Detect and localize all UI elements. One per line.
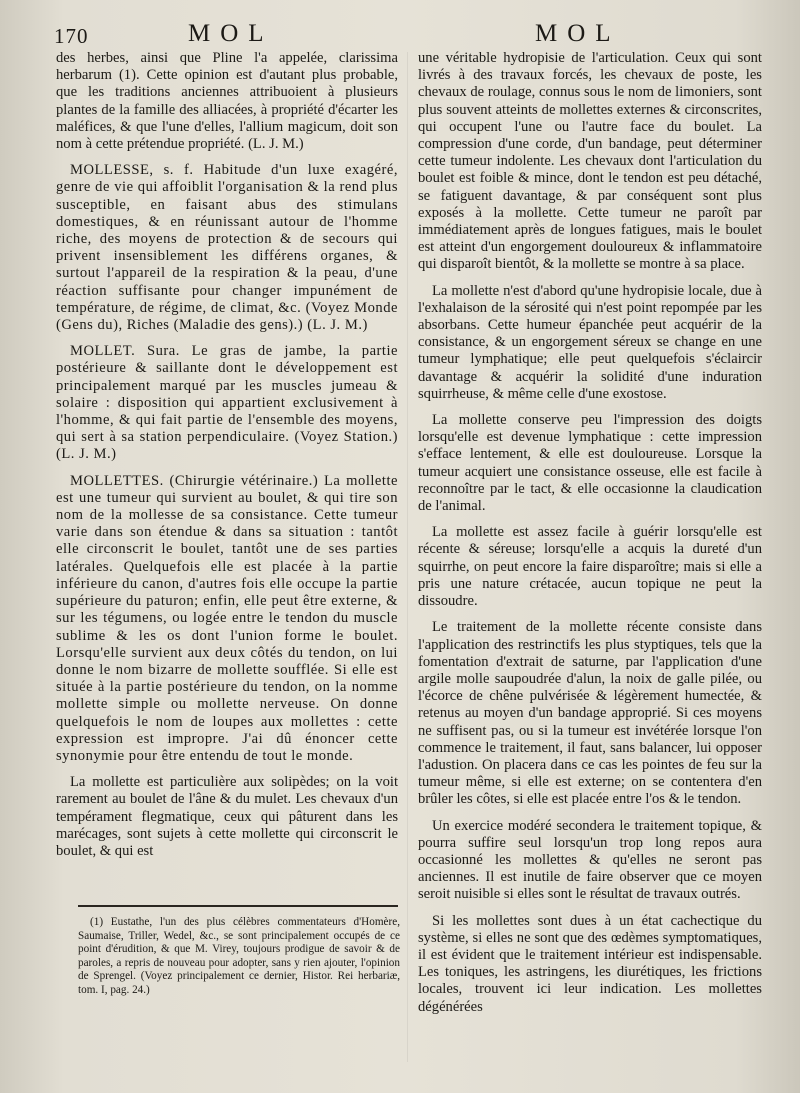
paragraph-guerir: La mollette est assez facile à guérir lorsqu'elle est récente & séreuse; lorsqu'elle a acquis la dureté d'un squirrhe, on peut encore la faire disparoître; mais si elle a pris une nature crétacée, aucun topique ne peut la dissoudre. [418,524,762,610]
paragraph-impression-doigts: La mollette conserve peu l'impression des doigts lorsqu'elle est devenue lymphatique : cette impression s'efface lentement, & elle est douloureuse. Lorsque la tumeur acquiert une consistance osseuse, elle est facile à reconnoître par le tact, & elle occasionne la claudication de l'animal. [418,412,762,515]
running-head-right: MOL [535,20,621,47]
entry-mollesse: MOLLESSE, s. f. Habitude d'un luxe exagéré, genre de vie qui affoiblit l'organisation & la rend plus susceptible, en faisant abus des stimulans domestiques, & en réunissant autour de l'homme riche, des moyens de protection & de secours qui privent insensiblement les différens organes, & surtout l'appareil de la respiration & la peau, d'une réaction suffisante pour changer impunément de température, de régime, de climat, &c. (Voyez Monde (Gens du), Riches (Maladie des gens).) (L. J. M.) [56,162,398,334]
running-head-left: MOL [188,20,274,47]
left-column [56,50,398,869]
paragraph-hydropisie-locale: La mollette n'est d'abord qu'une hydropisie locale, due à l'exhalaison de la sérosité qui n'est point repompée par les absorbans. Cette humeur épanchée peut acquérir de la consistance, & un engorgement séreux se change en une tumeur lymphatique; elle peut quelquefois s'éclaircir davantage & acquérir la solidité d'une induration squirrheuse, & même celle d'une exostose. [418,282,762,402]
column-gutter [407,52,408,1062]
footnote [78,916,400,998]
right-column [418,50,762,1025]
paragraph-exercice: Un exercice modéré secondera le traitement topique, & pourra suffire seul lorsqu'un trop long repos aura occasionné les mollettes & qu'elles ne seront pas anciennes. Il est inutile de faire observer que ce moyen seroit nuisible si elles sont le résultat de travaux outrés. [418,817,762,903]
paragraph-traitement: Le traitement de la mollette récente consiste dans l'application des restrinctifs les plus styptiques, tels que la fomentation d'extrait de saturne, par l'application d'une argile molle saupoudrée d'alun, la noix de galle pilée, ou l'écorce de chêne pulvérisée & légèrement humectée, & retenus au moyen d'un bandage approprié. Si ces moyens ne suffisent pas, ou si la tumeur est invétérée lorsque l'on commence le traitement, il faut, sans balancer, lui opposer l'adustion. On placera dans ce cas les pointes de feu sur la tumeur même, si elle est externe; on se contentera d'en brûler les côtes, si elle est placée entre l'os & le tendon. [418,619,762,808]
paragraph-cachectique: Si les mollettes sont dues à un état cachectique du système, si elles ne sont que des œdèmes symptomatiques, il est évident que le traitement intérieur est indispensable. Les toniques, les astringens, les diurétiques, les frictions locales, trouvent ici leur indication. Les mollettes dégénérées [418,912,762,1015]
paragraph-mollette-solipedes: La mollette est particulière aux solipèdes; on la voit rarement au boulet de l'âne & du mulet. Les chevaux d'un tempérament flegmatique, ceux qui pâturent dans les marécages, sont sujets à cette mollette qui circonscrit le boulet, & qui est [56,774,398,859]
entry-mollet: MOLLET. Sura. Le gras de jambe, la partie postérieure & saillante dont le développement est principalement marqué par les muscles jumeau & solaire : disposition qui appartient exclusivement à l'homme, & qui fait partie de l'ensemble des moyens, qui sert à sa station perpendiculaire. (Voyez Station.) (L. J. M.) [56,343,398,463]
footnote-text: (1) Eustathe, l'un des plus célèbres commentateurs d'Homère, Saumaise, Triller, Wedel, &c., se sont principalement occupés de ce point d'érudition, & que M. Virey, toujours prodigue de savoir & de paroles, a repris de nouveau pour adopter, sans y rien ajouter, l'opinion de Sprengel. (Voyez principalement ce dernier, Histor. Rei herbariæ, tom. I, pag. 24.) [78,916,400,996]
paragraph-hydropisie: une véritable hydropisie de l'articulation. Ceux qui sont livrés à des travaux forcés, les chevaux de poste, les chevaux de roulage, connus sous le nom de limoniers, sont plus souvent atteints de mollettes externes & circonscrites, qui occupent l'une ou l'autre face du boulet. La compression d'une corde, d'un bandage, peut déterminer cette tumeur indolente. Les chevaux dont l'articulation du boulet est foible & mince, dont le tendon est peu détaché, se fatiguent davantage, & par conséquent sont plus exposés à la mollette. Cette tumeur ne paroît par immédiatement après de longues fatigues, mais le boulet est atteint d'un engorgement douloureux & inflammatoire qui disparoît bientôt, & la mollette se montre à sa place. [418,50,762,273]
paragraph-herbes-continuation: des herbes, ainsi que Pline l'a appelée, clarissima herbarum (1). Cette opinion est d'autant plus probable, que les traditions anciennes attribuoient à plusieurs plantes de la famille des alliacées, à propriété d'écarter les maléfices, & que l'une d'elles, l'allium magicum, doit son nom à cette prétendue propriété. (L. J. M.) [56,50,398,153]
page-number: 170 [54,24,89,48]
entry-mollettes: MOLLETTES. (Chirurgie vétérinaire.) La mollette est une tumeur qui survient au boulet, & qui tire son nom de la mollesse de sa consistance. Cette tumeur varie dans son étendue & dans sa situation : tantôt elle circonscrit le boulet, tantôt une de ses parties latérales. Quelquefois elle est placée à la partie inférieure du canon, d'autres fois elle occupe la partie supérieure du paturon; enfin, elle peut être externe, & sur les tégumens, ou logée entre le tendon du muscle sublime & les os dont l'union forme le boulet. Lorsqu'elle survient aux deux côtés du tendon, on lui donne le nom bizarre de mollette soufflée. Si elle est située à la partie postérieure du tendon, on la nomme mollette simple ou mollette nerveuse. On donne quelquefois le nom de loupes aux mollettes : cette expression est impropre. J'ai dû énoncer cette synonymie pour être entendu de tout le monde. [56,472,398,764]
footnote-rule [78,905,398,907]
